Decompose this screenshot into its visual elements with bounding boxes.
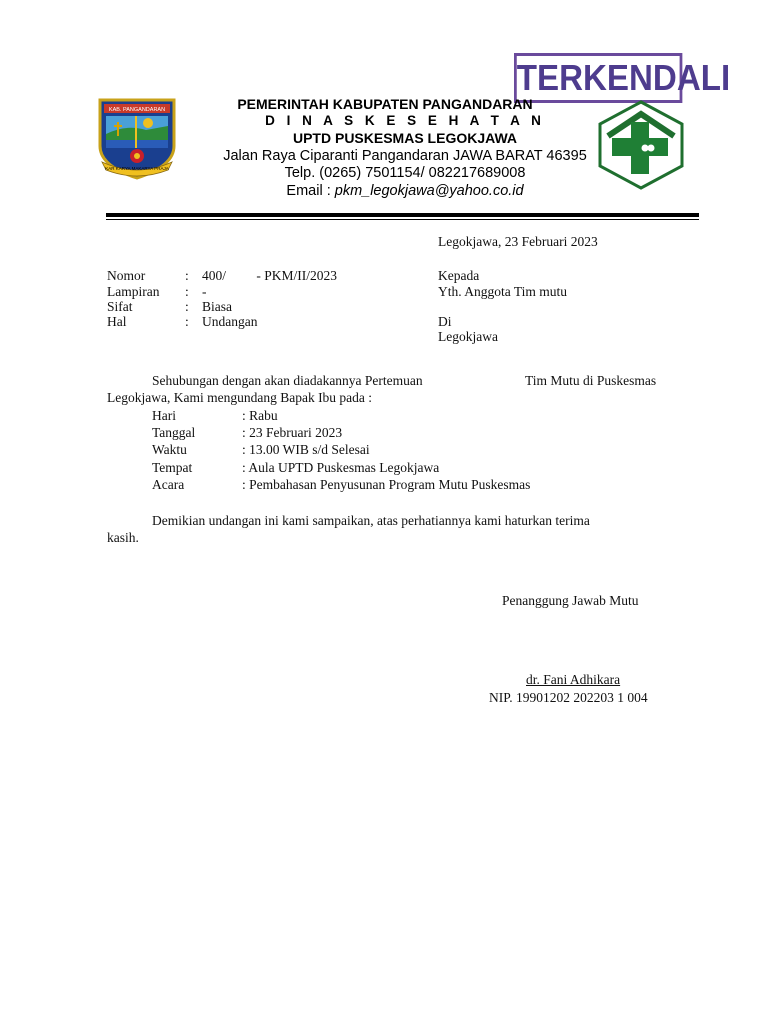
signoff-title: Penanggung Jawab Mutu bbox=[502, 593, 639, 608]
terkendali-stamp: TERKENDALI bbox=[514, 53, 682, 103]
header-unit: UPTD PUSKESMAS LEGOKJAWA bbox=[292, 130, 518, 146]
header-rule-thin bbox=[106, 219, 699, 220]
meta-sep: : bbox=[185, 284, 189, 299]
opening-text-part1: Sehubungan dengan akan diadakannya Pertemuan bbox=[152, 373, 423, 388]
place-date: Legokjawa, 23 Februari 2023 bbox=[438, 234, 598, 249]
signer-name: dr. Fani Adhikara bbox=[526, 672, 621, 687]
detail-value-tempat: : Aula UPTD Puskesmas Legokjawa bbox=[242, 460, 440, 475]
emblem-banner-bottom: KAR KARYA MAKARYA PRAJA bbox=[105, 166, 169, 171]
email-label: Email : bbox=[286, 183, 335, 199]
detail-label-waktu: Waktu bbox=[152, 442, 187, 457]
meta-sep: : bbox=[185, 268, 189, 283]
header-email bbox=[200, 183, 610, 199]
detail-label-acara: Acara bbox=[152, 477, 185, 492]
recipient-yth: Yth. Anggota Tim mutu bbox=[438, 284, 568, 299]
recipient-kepada: Kepada bbox=[438, 268, 480, 283]
meta-value-lampiran: - bbox=[202, 284, 207, 299]
detail-value-tanggal: : 23 Februari 2023 bbox=[242, 425, 343, 440]
recipient-place: Legokjawa bbox=[438, 329, 498, 344]
closing-text-line1: Demikian undangan ini kami sampaikan, atas perhatiannya kami haturkan terima bbox=[152, 513, 590, 528]
detail-value-acara: : Pembahasan Penyusunan Program Mutu Puskesmas bbox=[242, 477, 531, 492]
header-address: Jalan Raya Ciparanti Pangandaran JAWA BARAT 46395 bbox=[223, 148, 587, 164]
detail-value-hari: : Rabu bbox=[242, 408, 278, 423]
header-rule-thick bbox=[106, 213, 699, 217]
closing-text-line2: kasih. bbox=[107, 530, 139, 545]
detail-label-tanggal: Tanggal bbox=[152, 425, 196, 440]
detail-value-waktu: : 13.00 WIB s/d Selesai bbox=[242, 442, 370, 457]
puskesmas-logo bbox=[598, 100, 684, 190]
meta-sep: : bbox=[185, 299, 189, 314]
meta-sep: : bbox=[185, 314, 189, 329]
opening-text-line2: Legokjawa, Kami mengundang Bapak Ibu pada : bbox=[107, 390, 373, 405]
signer-nip: NIP. 19901202 202203 1 004 bbox=[489, 690, 648, 705]
meta-label-lampiran: Lampiran bbox=[107, 284, 160, 299]
email-address[interactable]: pkm_legokjawa@yahoo.co.id bbox=[334, 183, 524, 199]
header-government: PEMERINTAH KABUPATEN PANGANDARAN bbox=[237, 96, 533, 112]
detail-label-hari: Hari bbox=[152, 408, 176, 423]
recipient-di: Di bbox=[438, 314, 452, 329]
pangandaran-emblem-logo bbox=[96, 96, 178, 180]
meta-value-hal: Undangan bbox=[202, 314, 258, 329]
emblem-banner-top: KAB. PANGANDARAN bbox=[108, 107, 166, 113]
meta-label-nomor: Nomor bbox=[107, 268, 146, 283]
header-department: D I N A S K E S E H A T A N bbox=[265, 113, 545, 128]
header-phone: Telp. (0265) 7501154/ 082217689008 bbox=[284, 165, 526, 181]
opening-text-part2: Tim Mutu di Puskesmas bbox=[525, 373, 657, 388]
meta-value-sifat: Biasa bbox=[202, 299, 232, 314]
meta-label-hal: Hal bbox=[107, 314, 127, 329]
detail-label-tempat: Tempat bbox=[152, 460, 193, 475]
meta-value-nomor: 400/ - PKM/II/2023 bbox=[202, 268, 337, 283]
meta-label-sifat: Sifat bbox=[107, 299, 133, 314]
